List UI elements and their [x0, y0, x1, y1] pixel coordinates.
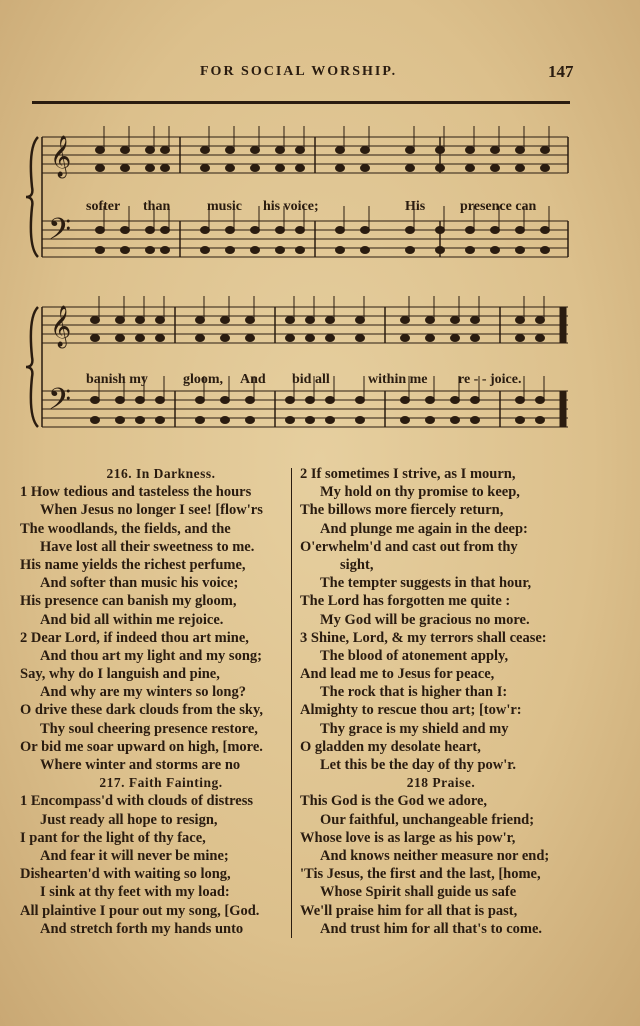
- note-head: [436, 165, 445, 172]
- verse-line: 1 How tedious and tasteless the hours: [20, 484, 252, 501]
- note-head: [426, 417, 435, 424]
- note-head: [361, 147, 370, 154]
- note-head: [336, 227, 345, 234]
- verse-line: 1 Encompass'd with clouds of distress: [20, 793, 253, 810]
- note-head: [221, 417, 230, 424]
- note-head: [401, 317, 410, 324]
- note-head: [306, 417, 315, 424]
- right-column: [300, 465, 582, 938]
- note-head: [196, 317, 205, 324]
- note-head: [466, 147, 475, 154]
- verse-line: And fear it will never be mine;: [40, 847, 229, 864]
- note-head: [221, 397, 230, 404]
- verse-line: 'Tis Jesus, the first and the last, [home,: [300, 866, 541, 883]
- note-head: [251, 247, 260, 254]
- note-head: [201, 165, 210, 172]
- note-head: [536, 397, 545, 404]
- verse-line: Dishearten'd with waiting so long,: [20, 866, 231, 883]
- note-head: [401, 397, 410, 404]
- running-title: FOR SOCIAL WORSHIP.: [200, 64, 398, 79]
- music-notation: [0, 0, 640, 460]
- verse-line: Thy grace is my shield and my: [320, 720, 509, 737]
- note-head: [201, 147, 210, 154]
- note-head: [326, 397, 335, 404]
- note-head: [221, 335, 230, 342]
- note-head: [336, 147, 345, 154]
- verse-line: And stretch forth my hands unto: [40, 920, 244, 937]
- note-head: [96, 165, 105, 172]
- note-head: [201, 247, 210, 254]
- verse-line: I sink at thy feet with my load:: [40, 884, 230, 901]
- note-head: [116, 397, 125, 404]
- note-head: [146, 147, 155, 154]
- verse-line: And plunge me again in the deep:: [320, 520, 528, 537]
- final-barline: [560, 307, 566, 343]
- note-head: [161, 147, 170, 154]
- lyric-word: music: [207, 199, 242, 214]
- note-head: [406, 165, 415, 172]
- hymn-title: 216. In Darkness.: [106, 466, 216, 481]
- note-head: [226, 227, 235, 234]
- note-head: [426, 335, 435, 342]
- note-head: [401, 335, 410, 342]
- note-head: [336, 165, 345, 172]
- lyric-word: within me: [368, 372, 428, 387]
- note-head: [96, 247, 105, 254]
- verse-line: Have lost all their sweetness to me.: [40, 538, 255, 555]
- verse-line: The billows more fiercely return,: [300, 502, 504, 519]
- note-head: [146, 247, 155, 254]
- verse-line: All plaintive I pour out my song, [God.: [20, 902, 260, 919]
- note-head: [356, 417, 365, 424]
- note-head: [96, 147, 105, 154]
- note-head: [296, 147, 305, 154]
- note-head: [286, 317, 295, 324]
- note-head: [156, 397, 165, 404]
- note-head: [406, 247, 415, 254]
- verse-line: Or bid me soar upward on high, [more.: [20, 738, 263, 755]
- verse-line: The Lord has forgotten me quite :: [300, 593, 511, 610]
- note-head: [161, 227, 170, 234]
- verse-line: Thy soul cheering presence restore,: [40, 720, 258, 737]
- note-head: [286, 335, 295, 342]
- verse-line: Where winter and storms are no: [40, 757, 241, 773]
- note-head: [96, 227, 105, 234]
- verse-line: We'll praise him for all that is past,: [300, 902, 518, 919]
- note-head: [196, 417, 205, 424]
- note-head: [541, 247, 550, 254]
- verse-line: sight,: [340, 556, 374, 573]
- note-head: [121, 227, 130, 234]
- note-head: [491, 227, 500, 234]
- verse-line: The tempter suggests in that hour,: [320, 575, 532, 592]
- note-head: [121, 247, 130, 254]
- clef-icon: 𝄢: [48, 383, 72, 424]
- note-head: [516, 247, 525, 254]
- note-head: [536, 335, 545, 342]
- note-head: [536, 317, 545, 324]
- note-head: [286, 397, 295, 404]
- verse-line: My God will be gracious no more.: [320, 611, 530, 628]
- note-head: [246, 397, 255, 404]
- lyric-word: re - - joice.: [458, 372, 522, 387]
- note-head: [276, 247, 285, 254]
- note-head: [226, 247, 235, 254]
- note-head: [451, 317, 460, 324]
- note-head: [471, 335, 480, 342]
- note-head: [466, 165, 475, 172]
- note-head: [491, 147, 500, 154]
- verse-line: His presence can banish my gloom,: [20, 593, 237, 610]
- note-head: [246, 317, 255, 324]
- verse-line: Whose love is as large as his pow'r,: [300, 829, 516, 846]
- verse-line: The blood of atonement apply,: [320, 647, 509, 664]
- note-head: [541, 165, 550, 172]
- note-head: [91, 397, 100, 404]
- note-head: [246, 335, 255, 342]
- note-head: [161, 247, 170, 254]
- note-head: [226, 165, 235, 172]
- note-head: [91, 417, 100, 424]
- note-head: [516, 147, 525, 154]
- note-head: [361, 247, 370, 254]
- note-head: [516, 417, 525, 424]
- note-head: [471, 397, 480, 404]
- note-head: [471, 417, 480, 424]
- note-head: [436, 227, 445, 234]
- lyric-word: softer: [86, 199, 121, 214]
- note-head: [146, 165, 155, 172]
- note-head: [136, 417, 145, 424]
- verse-line: The woodlands, the fields, and the: [20, 520, 231, 537]
- note-head: [516, 335, 525, 342]
- note-head: [436, 247, 445, 254]
- note-head: [276, 147, 285, 154]
- note-head: [116, 417, 125, 424]
- note-head: [306, 317, 315, 324]
- note-head: [426, 317, 435, 324]
- note-head: [326, 335, 335, 342]
- note-head: [246, 417, 255, 424]
- note-head: [286, 417, 295, 424]
- note-head: [426, 397, 435, 404]
- note-head: [436, 147, 445, 154]
- final-barline: [560, 391, 566, 427]
- lyric-word: than: [143, 199, 171, 214]
- note-head: [471, 317, 480, 324]
- note-head: [296, 247, 305, 254]
- hymn-title: 218 Praise.: [406, 775, 476, 791]
- note-head: [306, 335, 315, 342]
- verse-line: And softer than music his voice;: [40, 575, 239, 592]
- note-head: [356, 397, 365, 404]
- brace: [26, 307, 38, 427]
- verse-line: 2 Dear Lord, if indeed thou art mine,: [20, 629, 249, 646]
- note-head: [451, 417, 460, 424]
- verse-line: Say, why do I languish and pine,: [20, 666, 220, 683]
- lyric-word: his voice;: [263, 199, 319, 214]
- verse-line: And bid all within me rejoice.: [40, 611, 224, 628]
- note-head: [116, 335, 125, 342]
- verse-line: O gladden my desolate heart,: [300, 738, 481, 755]
- note-head: [356, 317, 365, 324]
- lyric-word: And: [240, 372, 266, 387]
- note-head: [251, 227, 260, 234]
- note-head: [326, 317, 335, 324]
- note-head: [336, 247, 345, 254]
- note-head: [276, 165, 285, 172]
- verse-line: And thou art my light and my song;: [40, 647, 262, 664]
- verse-line: Let this be the day of thy pow'r.: [320, 757, 517, 773]
- note-head: [466, 247, 475, 254]
- note-head: [451, 397, 460, 404]
- note-head: [136, 397, 145, 404]
- verse-line: Whose Spirit shall guide us safe: [320, 884, 517, 901]
- verse-line: Almighty to rescue thou art; [tow'r:: [300, 702, 522, 719]
- clef-icon: 𝄢: [48, 213, 72, 254]
- note-head: [136, 335, 145, 342]
- note-head: [516, 227, 525, 234]
- verse-line: 3 Shine, Lord, & my terrors shall cease:: [300, 629, 547, 646]
- verse-line: I pant for the light of thy face,: [20, 829, 206, 846]
- note-head: [541, 227, 550, 234]
- note-head: [251, 165, 260, 172]
- verse-line: And trust him for all that's to come.: [320, 920, 543, 937]
- clef-icon: 𝄞: [50, 306, 72, 347]
- note-head: [516, 397, 525, 404]
- verse-line: 2 If sometimes I strive, as I mourn,: [300, 466, 516, 482]
- lyric-word: presence can: [460, 199, 537, 214]
- note-head: [296, 227, 305, 234]
- clef-icon: 𝄞: [50, 136, 72, 177]
- verse-line: This God is the God we adore,: [300, 793, 488, 810]
- note-head: [121, 147, 130, 154]
- lyric-word: bid all: [292, 372, 330, 387]
- note-head: [406, 227, 415, 234]
- note-head: [466, 227, 475, 234]
- note-head: [121, 165, 130, 172]
- verse-line: And why are my winters so long?: [40, 684, 246, 701]
- note-head: [201, 227, 210, 234]
- lyric-word: His: [405, 199, 426, 214]
- page-number: 147: [548, 62, 574, 81]
- note-head: [326, 417, 335, 424]
- note-head: [91, 335, 100, 342]
- verse-line: Just ready all hope to resign,: [40, 811, 218, 828]
- verse-line: Our faithful, unchangeable friend;: [320, 811, 535, 828]
- note-head: [541, 147, 550, 154]
- verse-line: And knows neither measure nor end;: [320, 847, 550, 864]
- note-head: [161, 165, 170, 172]
- note-head: [196, 397, 205, 404]
- note-head: [306, 397, 315, 404]
- note-head: [491, 165, 500, 172]
- note-head: [361, 165, 370, 172]
- verse-line: His name yields the richest perfume,: [20, 556, 246, 573]
- note-head: [221, 317, 230, 324]
- note-head: [536, 417, 545, 424]
- note-head: [516, 317, 525, 324]
- brace: [26, 137, 38, 257]
- verse-line: My hold on thy promise to keep,: [320, 484, 520, 501]
- note-head: [156, 417, 165, 424]
- note-head: [296, 165, 305, 172]
- note-head: [146, 227, 155, 234]
- verse-line: And lead me to Jesus for peace,: [300, 666, 495, 683]
- note-head: [226, 147, 235, 154]
- note-head: [356, 335, 365, 342]
- note-head: [116, 317, 125, 324]
- hymn-title: 217. Faith Fainting.: [99, 775, 223, 791]
- lyric-word: banish my: [86, 372, 148, 387]
- note-head: [451, 335, 460, 342]
- note-head: [156, 317, 165, 324]
- note-head: [91, 317, 100, 324]
- note-head: [516, 165, 525, 172]
- note-head: [196, 335, 205, 342]
- note-head: [401, 417, 410, 424]
- note-head: [136, 317, 145, 324]
- lyric-word: gloom,: [183, 372, 224, 387]
- verse-line: When Jesus no longer I see! [flow'rs: [40, 502, 263, 519]
- note-head: [361, 227, 370, 234]
- verse-line: The rock that is higher than I:: [320, 684, 508, 701]
- note-head: [406, 147, 415, 154]
- note-head: [276, 227, 285, 234]
- left-column: [20, 465, 302, 938]
- verse-line: O drive these dark clouds from the sky,: [20, 702, 264, 719]
- note-head: [491, 247, 500, 254]
- verse-line: O'erwhelm'd and cast out from thy: [300, 538, 518, 555]
- note-head: [251, 147, 260, 154]
- note-head: [156, 335, 165, 342]
